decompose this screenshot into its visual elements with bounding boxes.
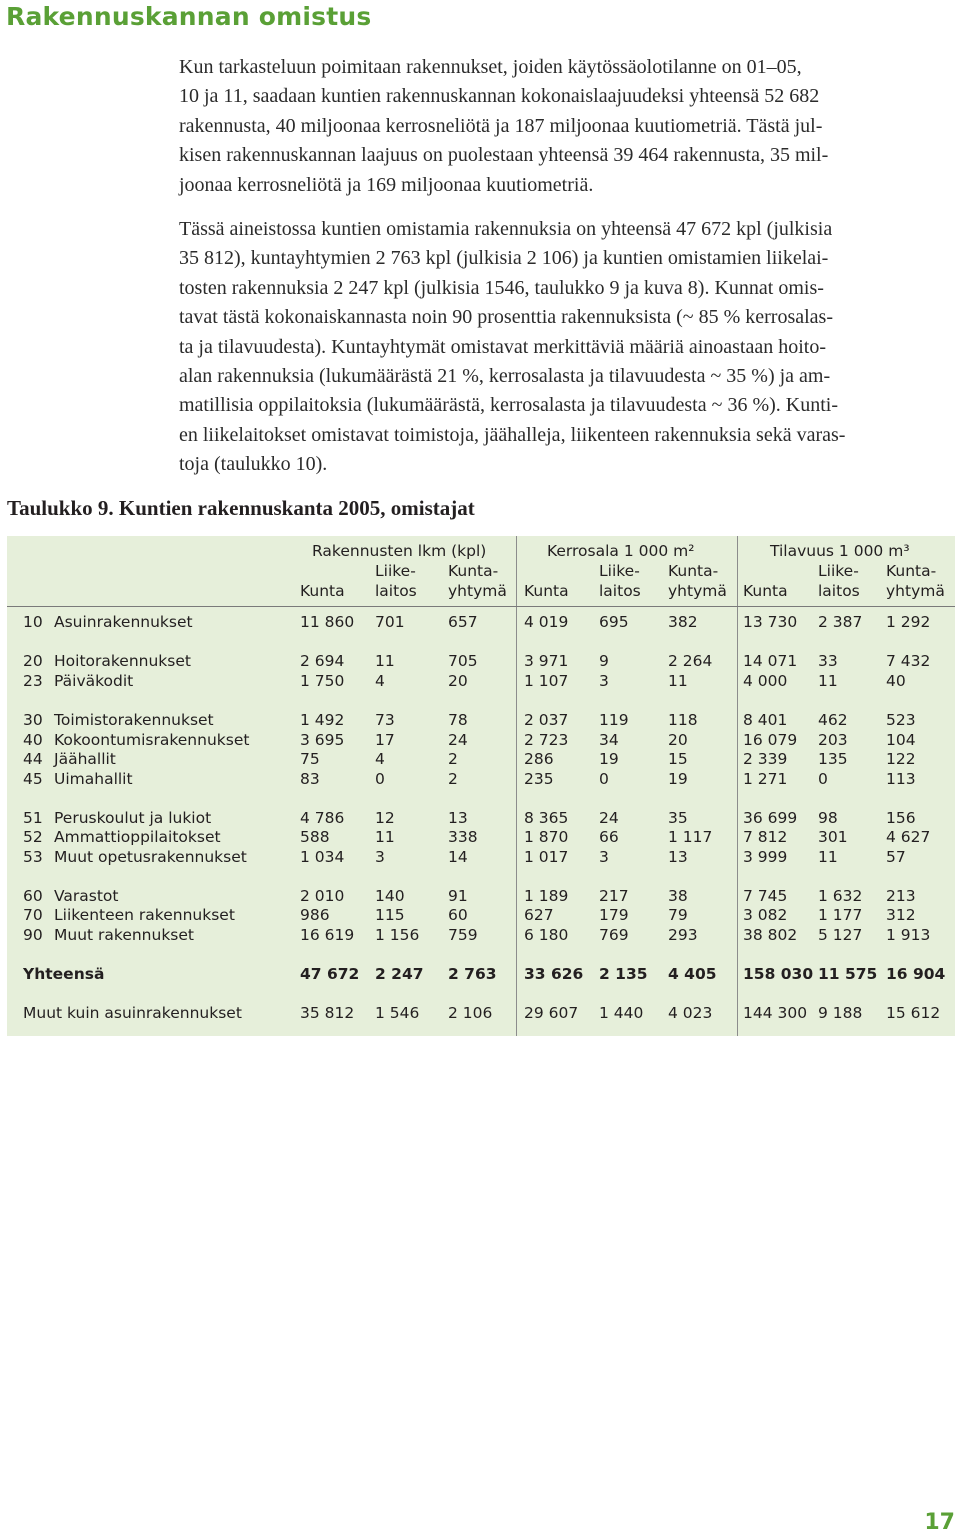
total-cell: 47 672 (300, 965, 360, 983)
paragraph-line: ta ja tilavuudesta). Kuntayhtymät omistavat merkittäviä määriä ainoastaan hoito- (179, 335, 827, 358)
row-label: Asuinrakennukset (54, 613, 193, 631)
table-cell: 1 017 (524, 848, 569, 866)
table-cell: 119 (599, 711, 629, 729)
table-cell: 7 812 (743, 828, 788, 846)
table-cell: 1 913 (886, 926, 931, 944)
table-cell: 4 000 (743, 672, 788, 690)
non-residential-label: Muut kuin asuinrakennukset (23, 1004, 242, 1022)
table-cell: 6 180 (524, 926, 569, 944)
paragraph-line: rakennusta, 40 miljoonaa kerrosneliötä ja 187 miljoonaa kuutiometriä. Tästä jul- (179, 114, 823, 137)
table-cell: 75 (300, 750, 320, 768)
row-label: Peruskoulut ja lukiot (54, 809, 212, 827)
table-cell: 179 (599, 906, 629, 924)
row-code: 53 (23, 848, 43, 866)
table-cell: 104 (886, 731, 916, 749)
total-cell: 2 763 (448, 965, 497, 983)
non-residential-cell: 1 440 (599, 1004, 644, 1022)
row-code: 90 (23, 926, 43, 944)
non-residential-cell: 9 188 (818, 1004, 863, 1022)
table-cell: 20 (668, 731, 688, 749)
column-header: Kunta (300, 582, 345, 600)
table-cell: 1 107 (524, 672, 569, 690)
row-label: Ammattioppilaitokset (54, 828, 221, 846)
table-cell: 0 (599, 770, 609, 788)
table-cell: 17 (375, 731, 395, 749)
table-cell: 286 (524, 750, 554, 768)
table-cell: 1 271 (743, 770, 788, 788)
column-header: laitos (599, 582, 641, 600)
table-cell: 1 632 (818, 887, 863, 905)
table-cell: 98 (818, 809, 838, 827)
table-cell: 156 (886, 809, 916, 827)
table-cell: 35 (668, 809, 688, 827)
total-label: Yhteensä (23, 965, 105, 983)
table-cell: 7 745 (743, 887, 788, 905)
paragraph-line: kisen rakennuskannan laajuus on puolestaan yhteensä 39 464 rakennusta, 35 mil- (179, 144, 829, 167)
paragraph-line: en liikelaitokset omistavat toimistoja, jäähalleja, liikenteen rakennuksia sekä varas- (179, 423, 846, 446)
table-cell: 115 (375, 906, 405, 924)
row-code: 52 (23, 828, 43, 846)
column-subheader: Liike- (375, 562, 416, 580)
table-cell: 11 860 (300, 613, 355, 631)
table-cell: 3 082 (743, 906, 788, 924)
table-cell: 13 (668, 848, 688, 866)
paragraph-line: Kun tarkasteluun poimitaan rakennukset, joiden käytössäolotilanne on 01–05, (179, 56, 802, 78)
table-cell: 695 (599, 613, 629, 631)
table-caption: Taulukko 9. Kuntien rakennuskanta 2005, omistajat (7, 496, 475, 520)
column-subheader: Liike- (599, 562, 640, 580)
table-cell: 19 (668, 770, 688, 788)
column-header: yhtymä (668, 582, 727, 600)
table-cell: 657 (448, 613, 478, 631)
paragraph-line: matillisia oppilaitoksia (lukumäärästä, kerrosalasta ja tilavuudesta ~ 36 %). Kunti- (179, 394, 838, 417)
table-cell: 3 971 (524, 652, 569, 670)
total-cell: 2 247 (375, 965, 424, 983)
row-code: 40 (23, 731, 43, 749)
table-cell: 8 365 (524, 809, 569, 827)
table-cell: 4 019 (524, 613, 569, 631)
non-residential-cell: 144 300 (743, 1004, 808, 1022)
page-title: Rakennuskannan omistus (6, 2, 372, 31)
table-cell: 588 (300, 828, 330, 846)
table-cell: 301 (818, 828, 848, 846)
table-cell: 312 (886, 906, 916, 924)
paragraph-2 (179, 215, 949, 480)
table-cell: 11 (375, 652, 395, 670)
row-label: Jäähallit (54, 750, 116, 768)
column-subheader: Kunta- (886, 562, 937, 580)
table-cell: 986 (300, 906, 330, 924)
table-cell: 14 071 (743, 652, 798, 670)
table-cell: 3 999 (743, 848, 788, 866)
table-cell: 122 (886, 750, 916, 768)
table-cell: 135 (818, 750, 848, 768)
row-code: 70 (23, 906, 43, 924)
table-cell: 38 (668, 887, 688, 905)
column-subheader: Kunta- (668, 562, 719, 580)
total-cell: 2 135 (599, 965, 648, 983)
table-cell: 11 (818, 848, 838, 866)
table-cell: 16 619 (300, 926, 355, 944)
table-cell: 5 127 (818, 926, 863, 944)
column-group-header: Rakennusten lkm (kpl) (312, 542, 487, 560)
table-cell: 33 (818, 652, 838, 670)
table-cell: 11 (375, 828, 395, 846)
table-cell: 91 (448, 887, 468, 905)
paragraph-line: joonaa kerrosneliötä ja 169 miljoonaa kuutiometriä. (179, 173, 594, 196)
table-cell: 1 156 (375, 926, 420, 944)
table-cell: 0 (818, 770, 828, 788)
non-residential-cell: 4 023 (668, 1004, 713, 1022)
column-header: Kunta (743, 582, 788, 600)
table-cell: 769 (599, 926, 629, 944)
table-cell: 3 (599, 672, 609, 690)
table-cell: 15 (668, 750, 688, 768)
table-cell: 57 (886, 848, 906, 866)
table-cell: 1 750 (300, 672, 345, 690)
table-cell: 217 (599, 887, 629, 905)
table-cell: 701 (375, 613, 405, 631)
table-cell: 78 (448, 711, 468, 729)
table-cell: 2 (448, 770, 458, 788)
table-cell: 203 (818, 731, 848, 749)
table-cell: 11 (818, 672, 838, 690)
table-cell: 4 (375, 750, 385, 768)
column-group-header: Tilavuus 1 000 m³ (770, 542, 910, 560)
table-cell: 8 401 (743, 711, 788, 729)
table-cell: 293 (668, 926, 698, 944)
row-label: Uimahallit (54, 770, 133, 788)
row-label: Päiväkodit (54, 672, 134, 690)
column-group-header: Kerrosala 1 000 m² (547, 542, 695, 560)
row-label: Kokoontumisrakennukset (54, 731, 250, 749)
table-cell: 0 (375, 770, 385, 788)
table-cell: 20 (448, 672, 468, 690)
data-table (7, 536, 955, 1036)
total-cell: 4 405 (668, 965, 717, 983)
column-subheader: Kunta- (448, 562, 499, 580)
column-header: laitos (375, 582, 417, 600)
table-cell: 1 177 (818, 906, 863, 924)
non-residential-cell: 15 612 (886, 1004, 941, 1022)
table-cell: 83 (300, 770, 320, 788)
row-code: 44 (23, 750, 43, 768)
paragraph-line: 10 ja 11, saadaan kuntien rakennuskannan kokonaislaajuudeksi yhteensä 52 682 (179, 85, 820, 108)
table-cell: 235 (524, 770, 554, 788)
table-cell: 2 264 (668, 652, 713, 670)
row-code: 30 (23, 711, 43, 729)
total-cell: 158 030 (743, 965, 814, 983)
table-cell: 2 037 (524, 711, 569, 729)
paragraph-line: alan rakennuksia (lukumäärästä 21 %, kerrosalasta ja tilavuudesta ~ 35 %) ja am- (179, 365, 831, 388)
table-cell: 36 699 (743, 809, 798, 827)
table-cell: 2 339 (743, 750, 788, 768)
total-cell: 33 626 (524, 965, 584, 983)
table-cell: 1 492 (300, 711, 345, 729)
table-cell: 1 189 (524, 887, 569, 905)
table-cell: 4 786 (300, 809, 345, 827)
total-cell: 11 575 (818, 965, 878, 983)
table-cell: 7 432 (886, 652, 931, 670)
row-code: 51 (23, 809, 43, 827)
table-cell: 73 (375, 711, 395, 729)
table-cell: 113 (886, 770, 916, 788)
table-cell: 627 (524, 906, 554, 924)
table-cell: 140 (375, 887, 405, 905)
non-residential-cell: 1 546 (375, 1004, 420, 1022)
table-cell: 3 (375, 848, 385, 866)
table-cell: 38 802 (743, 926, 798, 944)
table-cell: 1 292 (886, 613, 931, 631)
table-cell: 13 (448, 809, 468, 827)
row-label: Toimistorakennukset (54, 711, 214, 729)
table-cell: 462 (818, 711, 848, 729)
row-label: Varastot (54, 887, 119, 905)
table-cell: 16 079 (743, 731, 798, 749)
table-cell: 13 730 (743, 613, 798, 631)
total-cell: 16 904 (886, 965, 946, 983)
table-cell: 12 (375, 809, 395, 827)
table-cell: 40 (886, 672, 906, 690)
header-divider (7, 606, 955, 607)
table-cell: 1 117 (668, 828, 713, 846)
non-residential-cell: 35 812 (300, 1004, 355, 1022)
column-header: yhtymä (448, 582, 507, 600)
table-cell: 79 (668, 906, 688, 924)
table-cell: 338 (448, 828, 478, 846)
column-header: laitos (818, 582, 860, 600)
table-cell: 2 010 (300, 887, 345, 905)
table-cell: 14 (448, 848, 468, 866)
row-code: 23 (23, 672, 43, 690)
table-cell: 705 (448, 652, 478, 670)
page-number: 17 (924, 1510, 955, 1535)
row-code: 20 (23, 652, 43, 670)
table-cell: 3 (599, 848, 609, 866)
row-label: Hoitorakennukset (54, 652, 191, 670)
column-header: yhtymä (886, 582, 945, 600)
paragraph-line: 35 812), kuntayhtymien 2 763 kpl (julkisia 2 106) ja kuntien omistamien liikelai- (179, 247, 829, 270)
table-cell: 2 694 (300, 652, 345, 670)
table-cell: 34 (599, 731, 619, 749)
table-cell: 2 723 (524, 731, 569, 749)
row-label: Muut rakennukset (54, 926, 194, 944)
table-cell: 382 (668, 613, 698, 631)
table-cell: 118 (668, 711, 698, 729)
table-cell: 759 (448, 926, 478, 944)
non-residential-cell: 29 607 (524, 1004, 579, 1022)
column-separator (737, 536, 738, 1036)
column-separator (516, 536, 517, 1036)
table-cell: 60 (448, 906, 468, 924)
column-subheader: Liike- (818, 562, 859, 580)
table-cell: 1 034 (300, 848, 345, 866)
row-label: Muut opetusrakennukset (54, 848, 247, 866)
table-cell: 2 (448, 750, 458, 768)
paragraph-line: toja (taulukko 10). (179, 453, 328, 476)
table-cell: 4 (375, 672, 385, 690)
row-code: 45 (23, 770, 43, 788)
table-cell: 24 (599, 809, 619, 827)
table-cell: 3 695 (300, 731, 345, 749)
table-cell: 2 387 (818, 613, 863, 631)
non-residential-cell: 2 106 (448, 1004, 493, 1022)
table-cell: 4 627 (886, 828, 931, 846)
table-cell: 19 (599, 750, 619, 768)
row-code: 10 (23, 613, 43, 631)
table-cell: 523 (886, 711, 916, 729)
column-header: Kunta (524, 582, 569, 600)
table-cell: 1 870 (524, 828, 569, 846)
paragraph-line: tosten rakennuksia 2 247 kpl (julkisia 1546, taulukko 9 ja kuva 8). Kunnat omis- (179, 276, 824, 299)
row-code: 60 (23, 887, 43, 905)
table-cell: 66 (599, 828, 619, 846)
table-cell: 9 (599, 652, 609, 670)
paragraph-1 (179, 53, 949, 200)
table-cell: 24 (448, 731, 468, 749)
table-cell: 11 (668, 672, 688, 690)
table-cell: 213 (886, 887, 916, 905)
paragraph-line: Tässä aineistossa kuntien omistamia rakennuksia on yhteensä 47 672 kpl (julkisia (179, 218, 833, 240)
row-label: Liikenteen rakennukset (54, 906, 235, 924)
paragraph-line: tavat tästä kokonaiskannasta noin 90 prosenttia rakennuksista (~ 85 % kerrosalas- (179, 306, 833, 329)
